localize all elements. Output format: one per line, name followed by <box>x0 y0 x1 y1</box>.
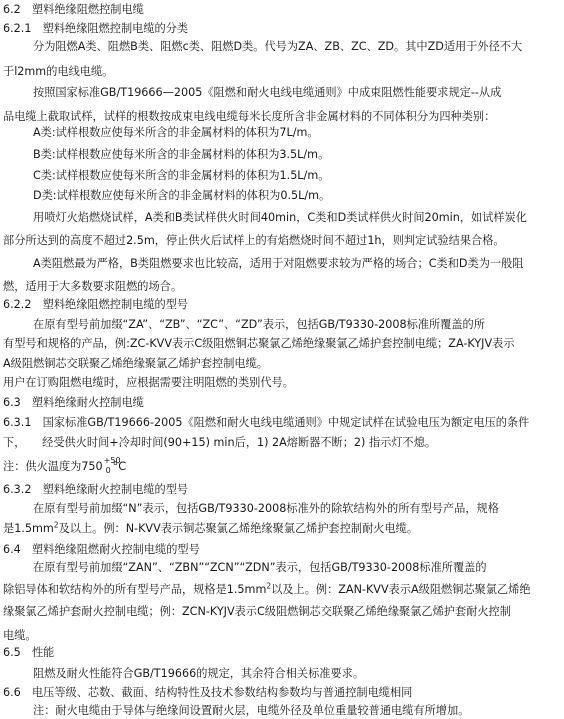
paragraph-line: 电缆。 <box>3 629 37 642</box>
note-line: 注：耐火电缆由于导体与绝缘间设置耐火层，电缆外径及单位重量较普通电缆有所增加。 <box>33 704 470 717</box>
class-c-line: C类:试样根数应使每米所含的非金属材料的体积为1.5L/m。 <box>33 169 330 182</box>
paragraph-line: 分为阻燃A类、阻燃B类、阻燃c类、阻燃D类。代号为ZA、ZB、ZC、ZD。其中ZD适用于外径不大 <box>33 40 523 53</box>
section-heading-6-2: 6.2 塑料绝缘阻燃控制电缆 <box>3 3 144 16</box>
text-span: 及以上。例：N-KVV表示铜芯聚氯乙烯绝缘聚氯乙烯护套控制耐火电缆。 <box>58 522 419 535</box>
superscript: 2 <box>53 520 59 530</box>
paragraph-line: 按照国家标准GB/T19666—2005《阻燃和耐火电线电缆通则》中成束阻燃性能要求规定--从成 <box>33 86 502 99</box>
superscript: 2 <box>266 581 272 591</box>
class-b-line: B类:试样根数应使每米所含的非金属材料的体积为3.5L/m。 <box>33 148 330 161</box>
text-span: 除铝导体和软结构外的所有型号产品，规格是1.5mm <box>3 583 267 596</box>
temperature-tolerance <box>103 456 121 475</box>
subsection-heading-6-2-1: 6.2.1 塑料绝缘阻燃控制电缆的分类 <box>3 22 189 35</box>
subsection-heading-6-3-1: 6.3.1 国家标准GB/T19666-2005《阻燃和耐火电线电缆通则》中规定试样在试验电压为额定电压的条件 <box>3 416 530 429</box>
class-d-line: D类:试样根数应使每米所含的非金属材料的体积为0.5L/m。 <box>33 189 331 202</box>
paragraph-line: A类阻燃最为严格，B类阻燃要求也比较高，适用于对阻燃要求较为严格的场合；C类和D类为一般阻 <box>33 257 524 270</box>
paragraph-line: 品电缆上截取试样，试样的根数按成束电线电缆每米长度所含非金属材料的不同体积分为四种类别： <box>3 110 496 123</box>
paragraph-line: 在原有型号前加缀“N”表示，包括GB/T9330-2008标准外的除软结构外的所有型号产品，规格 <box>33 502 499 515</box>
paragraph-line: 燃，适用于大多数要求阻燃的场合。 <box>3 280 183 293</box>
paragraph-line: 有型号和规格的产品，例:ZC-KVV表示C级阻燃铜芯聚氯乙烯绝缘聚氯乙烯护套控制电缆；ZA-KYJV表示 <box>3 337 515 350</box>
paragraph-line <box>3 583 531 597</box>
subsection-heading-6-2-2: 6.2.2 塑料绝缘阻燃控制电缆的型号 <box>3 298 189 311</box>
section-heading-6-4: 6.4 塑料绝缘阻燃耐火控制电缆的型号 <box>3 543 200 556</box>
note-text: 注：供火温度为750 <box>3 460 103 473</box>
paragraph-line: 用户在订购阻燃电缆时，应根据需要注明阻燃的类别代号。 <box>3 376 294 389</box>
paragraph-line: A级阻燃铜芯交联聚乙烯绝缘聚氯乙烯护套控制电缆。 <box>3 357 268 370</box>
paragraph-line: 阻燃及耐火性能符合GB/T19666的规定，其余符合相关标准要求。 <box>33 667 365 680</box>
paragraph-line: 部分所达到的高度不超过2.5m，停止供火后试样上的有焰燃烧时间不超过1h，则判定试验结果合格。 <box>3 234 505 247</box>
class-a-line: A类:试样根数应使每米所含的非金属材料的体积为7L/m。 <box>33 126 319 139</box>
paragraph-line: 在原有型号前加缀“ZA”、“ZB”、“ZC”、“ZD”表示，包括GB/T9330-2008标准所覆盖的所 <box>33 318 485 331</box>
note-unit: °C <box>112 460 127 473</box>
text-span: 以及上。例：ZAN-KVV表示A级阻燃铜芯聚氯乙烯绝 <box>271 583 531 596</box>
paragraph-line: 缘聚氯乙烯护套耐火控制电缆；例：ZCN-KYJV表示C级阻燃铜芯交联聚乙烯绝缘聚氯乙烯护套耐火控制 <box>3 605 511 618</box>
paragraph-line: 用喷灯火焰燃烧试样，A类和B类试样供火时间40min，C类和D类试样供火时间20min，如试样炭化 <box>33 211 527 224</box>
paragraph-line: 于l2mm的电线电缆。 <box>3 65 114 78</box>
subsection-heading-6-3-2: 6.3.2 塑料绝缘耐火控制电缆的型号 <box>3 483 189 496</box>
paragraph-line: 下， 经受供火时间+冷却时间(90+15) min后，1) 2A熔断器不断；2) 指示灯不熄。 <box>3 436 437 449</box>
tolerance-lower: 0 <box>105 466 111 475</box>
text-span: 是1.5mm <box>3 522 54 535</box>
section-heading-6-3: 6.3 塑料绝缘耐火控制电缆 <box>3 396 144 409</box>
section-heading-6-5: 6.5 性能 <box>3 646 55 659</box>
tolerance-upper: +50 <box>103 456 121 465</box>
paragraph-line: 在原有型号前加缀“ZAN”、“ZBN”“ZCN”“ZDN”表示，包括GB/T9330-2008标准所覆盖的 <box>33 561 487 574</box>
note-line <box>3 456 127 475</box>
section-heading-6-6: 6.6 电压等级、芯数、截面、结构特性及技术参数结构参数均与普通控制电缆相同 <box>3 686 413 699</box>
paragraph-line <box>3 522 418 536</box>
